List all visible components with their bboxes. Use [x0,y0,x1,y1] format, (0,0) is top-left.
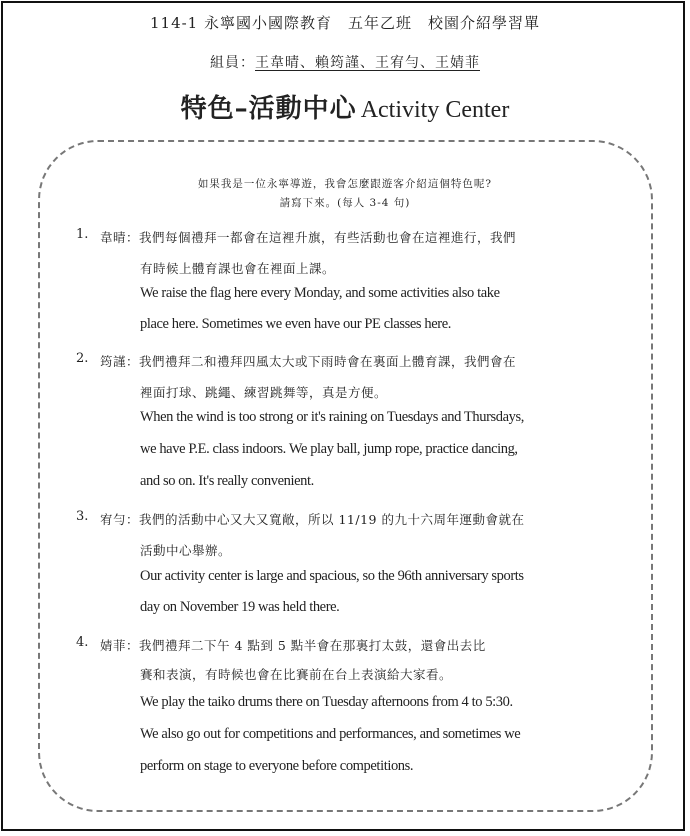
title-chinese: 特色–活動中心 [180,94,357,124]
prompt-instruction: 請寫下來。(每人 3-4 句) [279,197,411,209]
entry-chinese-line: 筠謹：我們禮拜二和禮拜四風太大或下雨時會在裏面上體育課，我們會在 [100,354,517,369]
page-title [0,88,690,125]
members-names: 王韋晴、賴筠謹、王宥勻、王婧菲 [255,55,480,71]
group-members [0,52,690,72]
entry-chinese-line: 裡面打球、跳繩、練習跳舞等，真是方便。 [140,385,388,400]
entry-chinese-line: 活動中心舉辦。 [140,543,232,558]
entry-number: 2. [76,351,89,366]
entry-chinese-line: 宥勻：我們的活動中心又大又寬敞，所以 11/19 的九十六周年運動會就在 [100,512,525,527]
entry-chinese-line: 韋晴：我們每個禮拜一都會在這裡升旗，有些活動也會在這裡進行，我們 [100,230,517,245]
entry-english-line: perform on stage to everyone before competitions. [140,758,414,774]
title-english: Activity Center [360,97,510,123]
entry-english-line: we have P.E. class indoors. We play ball, jump rope, practice dancing, [140,441,518,457]
entry-english-line: We play the taiko drums there on Tuesday afternoons from 4 to 5:30. [140,694,513,710]
entry-english-line: and so on. It's really convenient. [140,473,314,489]
entry-english-line: We raise the flag here every Monday, and some activities also take [140,285,500,301]
entry-number: 1. [76,227,89,242]
entry-english-line: Our activity center is large and spacious, so the 96th anniversary sports [140,568,524,584]
entry-chinese-line: 有時候上體育課也會在裡面上課。 [140,261,336,276]
entry-chinese-line: 賽和表演，有時候也會在比賽前在台上表演給大家看。 [140,667,453,682]
prompt-question: 如果我是一位永寧導遊，我會怎麼跟遊客介紹這個特色呢? [197,178,493,190]
entry-english-line: day on November 19 was held there. [140,599,340,615]
entry-number: 3. [76,509,89,524]
entry-english-line: When the wind is too strong or it's raining on Tuesdays and Thursdays, [140,409,524,425]
worksheet-heading: 114-1 永寧國小國際教育 五年乙班 校園介紹學習單 [149,14,540,32]
entry-english-line: place here. Sometimes we even have our PE classes here. [140,316,451,332]
entry-english-line: We also go out for competitions and performances, and sometimes we [140,726,521,742]
members-label: 組員： [210,55,255,71]
entry-number: 4. [76,635,89,650]
entry-chinese-line: 婧菲：我們禮拜二下午 4 點到 5 點半會在那裏打太鼓，還會出去比 [100,638,486,653]
